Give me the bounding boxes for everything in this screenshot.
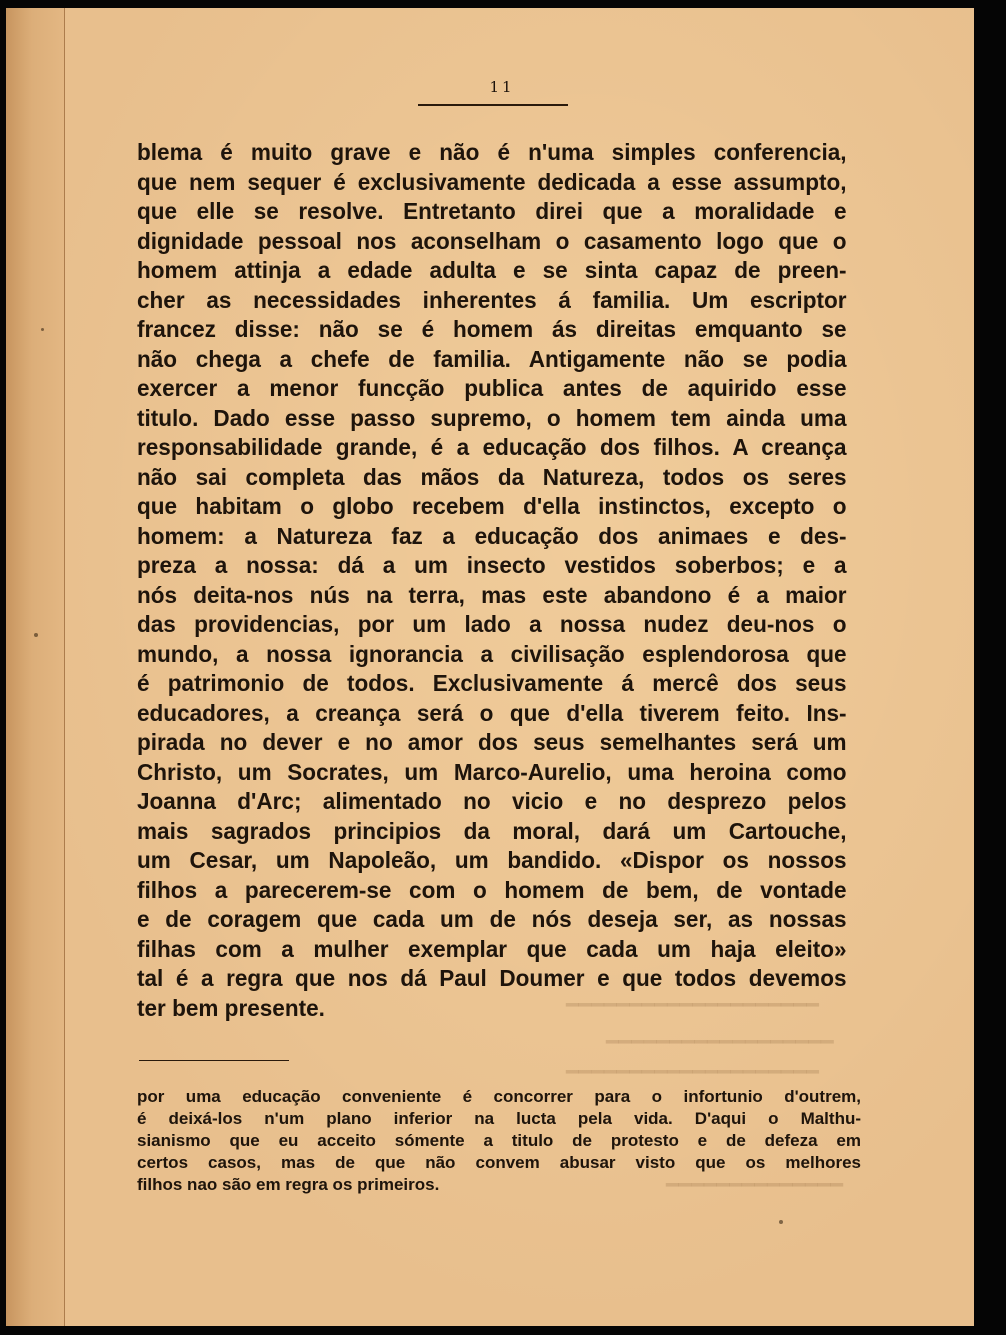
body-line: francez disse: não se é homem ás direitas emquanto se	[137, 316, 847, 342]
body-line: tal é a regra que nos dá Paul Doumer e que todos devemos	[137, 965, 847, 991]
body-line: titulo. Dado esse passo supremo, o homem tem ainda uma	[137, 404, 847, 431]
footnote-text	[137, 1086, 861, 1196]
body-line: pirada no dever e no amor dos seus semelhantes será um	[137, 729, 847, 755]
body-line: que nem sequer é exclusivamente dedicada a esse assumpto,	[137, 168, 847, 195]
body-line: homem attinja a edade adulta e se sinta capaz de preen-	[137, 257, 847, 283]
body-line: ter bem presente.	[137, 994, 325, 1021]
body-line: mais sagrados principios da moral, dará um Cartouche,	[137, 817, 847, 844]
body-line: que elle se resolve. Entretanto direi que a moralidade e	[137, 198, 847, 224]
body-line: preza a nossa: dá a um insecto vestidos soberbos; e a	[137, 552, 847, 578]
body-line: um Cesar, um Napoleão, um bandido. «Dispor os nossos	[137, 847, 847, 873]
footnote-line: é deixá-los n'um plano inferior na lucta pela vida. D'aqui o Malthu-	[137, 1109, 861, 1128]
ink-speck	[41, 328, 44, 331]
footnote-rule	[139, 1060, 289, 1061]
body-line: que habitam o globo recebem d'ella instinctos, excepto o	[137, 493, 847, 519]
show-through-2: ━━━━━━━━━━━━━━━━━━	[606, 1030, 834, 1054]
body-line: homem: a Natureza faz a educação dos animaes e des-	[137, 522, 847, 549]
body-line: dignidade pessoal nos aconselham o casamento logo que o	[137, 227, 847, 254]
show-through-1: ━━━━━━━━━━━━━━━━━━━━	[566, 993, 819, 1017]
body-line: nós deita-nos nús na terra, mas este abandono é a maior	[137, 581, 847, 608]
page-gutter	[6, 8, 65, 1326]
page-number: 11	[489, 78, 515, 96]
show-through-3: ━━━━━━━━━━━━━━━━━━━━	[566, 1060, 819, 1084]
body-line: cher as necessidades inherentes á familia. Um escriptor	[137, 286, 847, 313]
body-line: filhos a parecerem-se com o homem de bem, de vontade	[137, 876, 847, 903]
ink-speck	[34, 633, 38, 637]
footnote-line: certos casos, mas de que não convem abusar visto que os melhores	[137, 1153, 861, 1172]
body-line: Christo, um Socrates, um Marco-Aurelio, uma heroina como	[137, 758, 847, 785]
show-through-4: ━━━━━━━━━━━━━━	[666, 1173, 844, 1197]
body-line: exercer a menor funcção publica antes de aquirido esse	[137, 375, 847, 401]
body-line: não chega a chefe de familia. Antigamente não se podia	[137, 345, 847, 372]
footnote-line: filhos nao são em regra os primeiros.	[137, 1175, 440, 1194]
body-line: blema é muito grave e não é n'uma simples conferencia,	[137, 139, 847, 165]
body-line: filhas com a mulher exemplar que cada um haja eleito»	[137, 935, 847, 962]
body-line: é patrimonio de todos. Exclusivamente á mercê dos seus	[137, 670, 847, 696]
ink-speck	[779, 1220, 783, 1224]
footnote-line: sianismo que eu acceito sómente a titulo de protesto e de defeza em	[137, 1131, 861, 1150]
body-line: das providencias, por um lado a nossa nudez deu-nos o	[137, 611, 847, 637]
body-line: e de coragem que cada um de nós deseja ser, as nossas	[137, 906, 847, 932]
body-line: responsabilidade grande, é a educação dos filhos. A creança	[137, 434, 847, 460]
body-line: mundo, a nossa ignorancia a civilisação esplendorosa que	[137, 640, 847, 667]
body-line: Joanna d'Arc; alimentado no vicio e no desprezo pelos	[137, 788, 847, 814]
body-line: educadores, a creança será o que d'ella tiverem feito. Ins-	[137, 699, 847, 726]
book-page	[6, 8, 974, 1326]
body-line: não sai completa das mãos da Natureza, todos os seres	[137, 463, 847, 490]
body-text	[137, 138, 847, 1023]
header-rule	[418, 104, 568, 106]
footnote-line: por uma educação conveniente é concorrer para o infortunio d'outrem,	[137, 1087, 861, 1106]
